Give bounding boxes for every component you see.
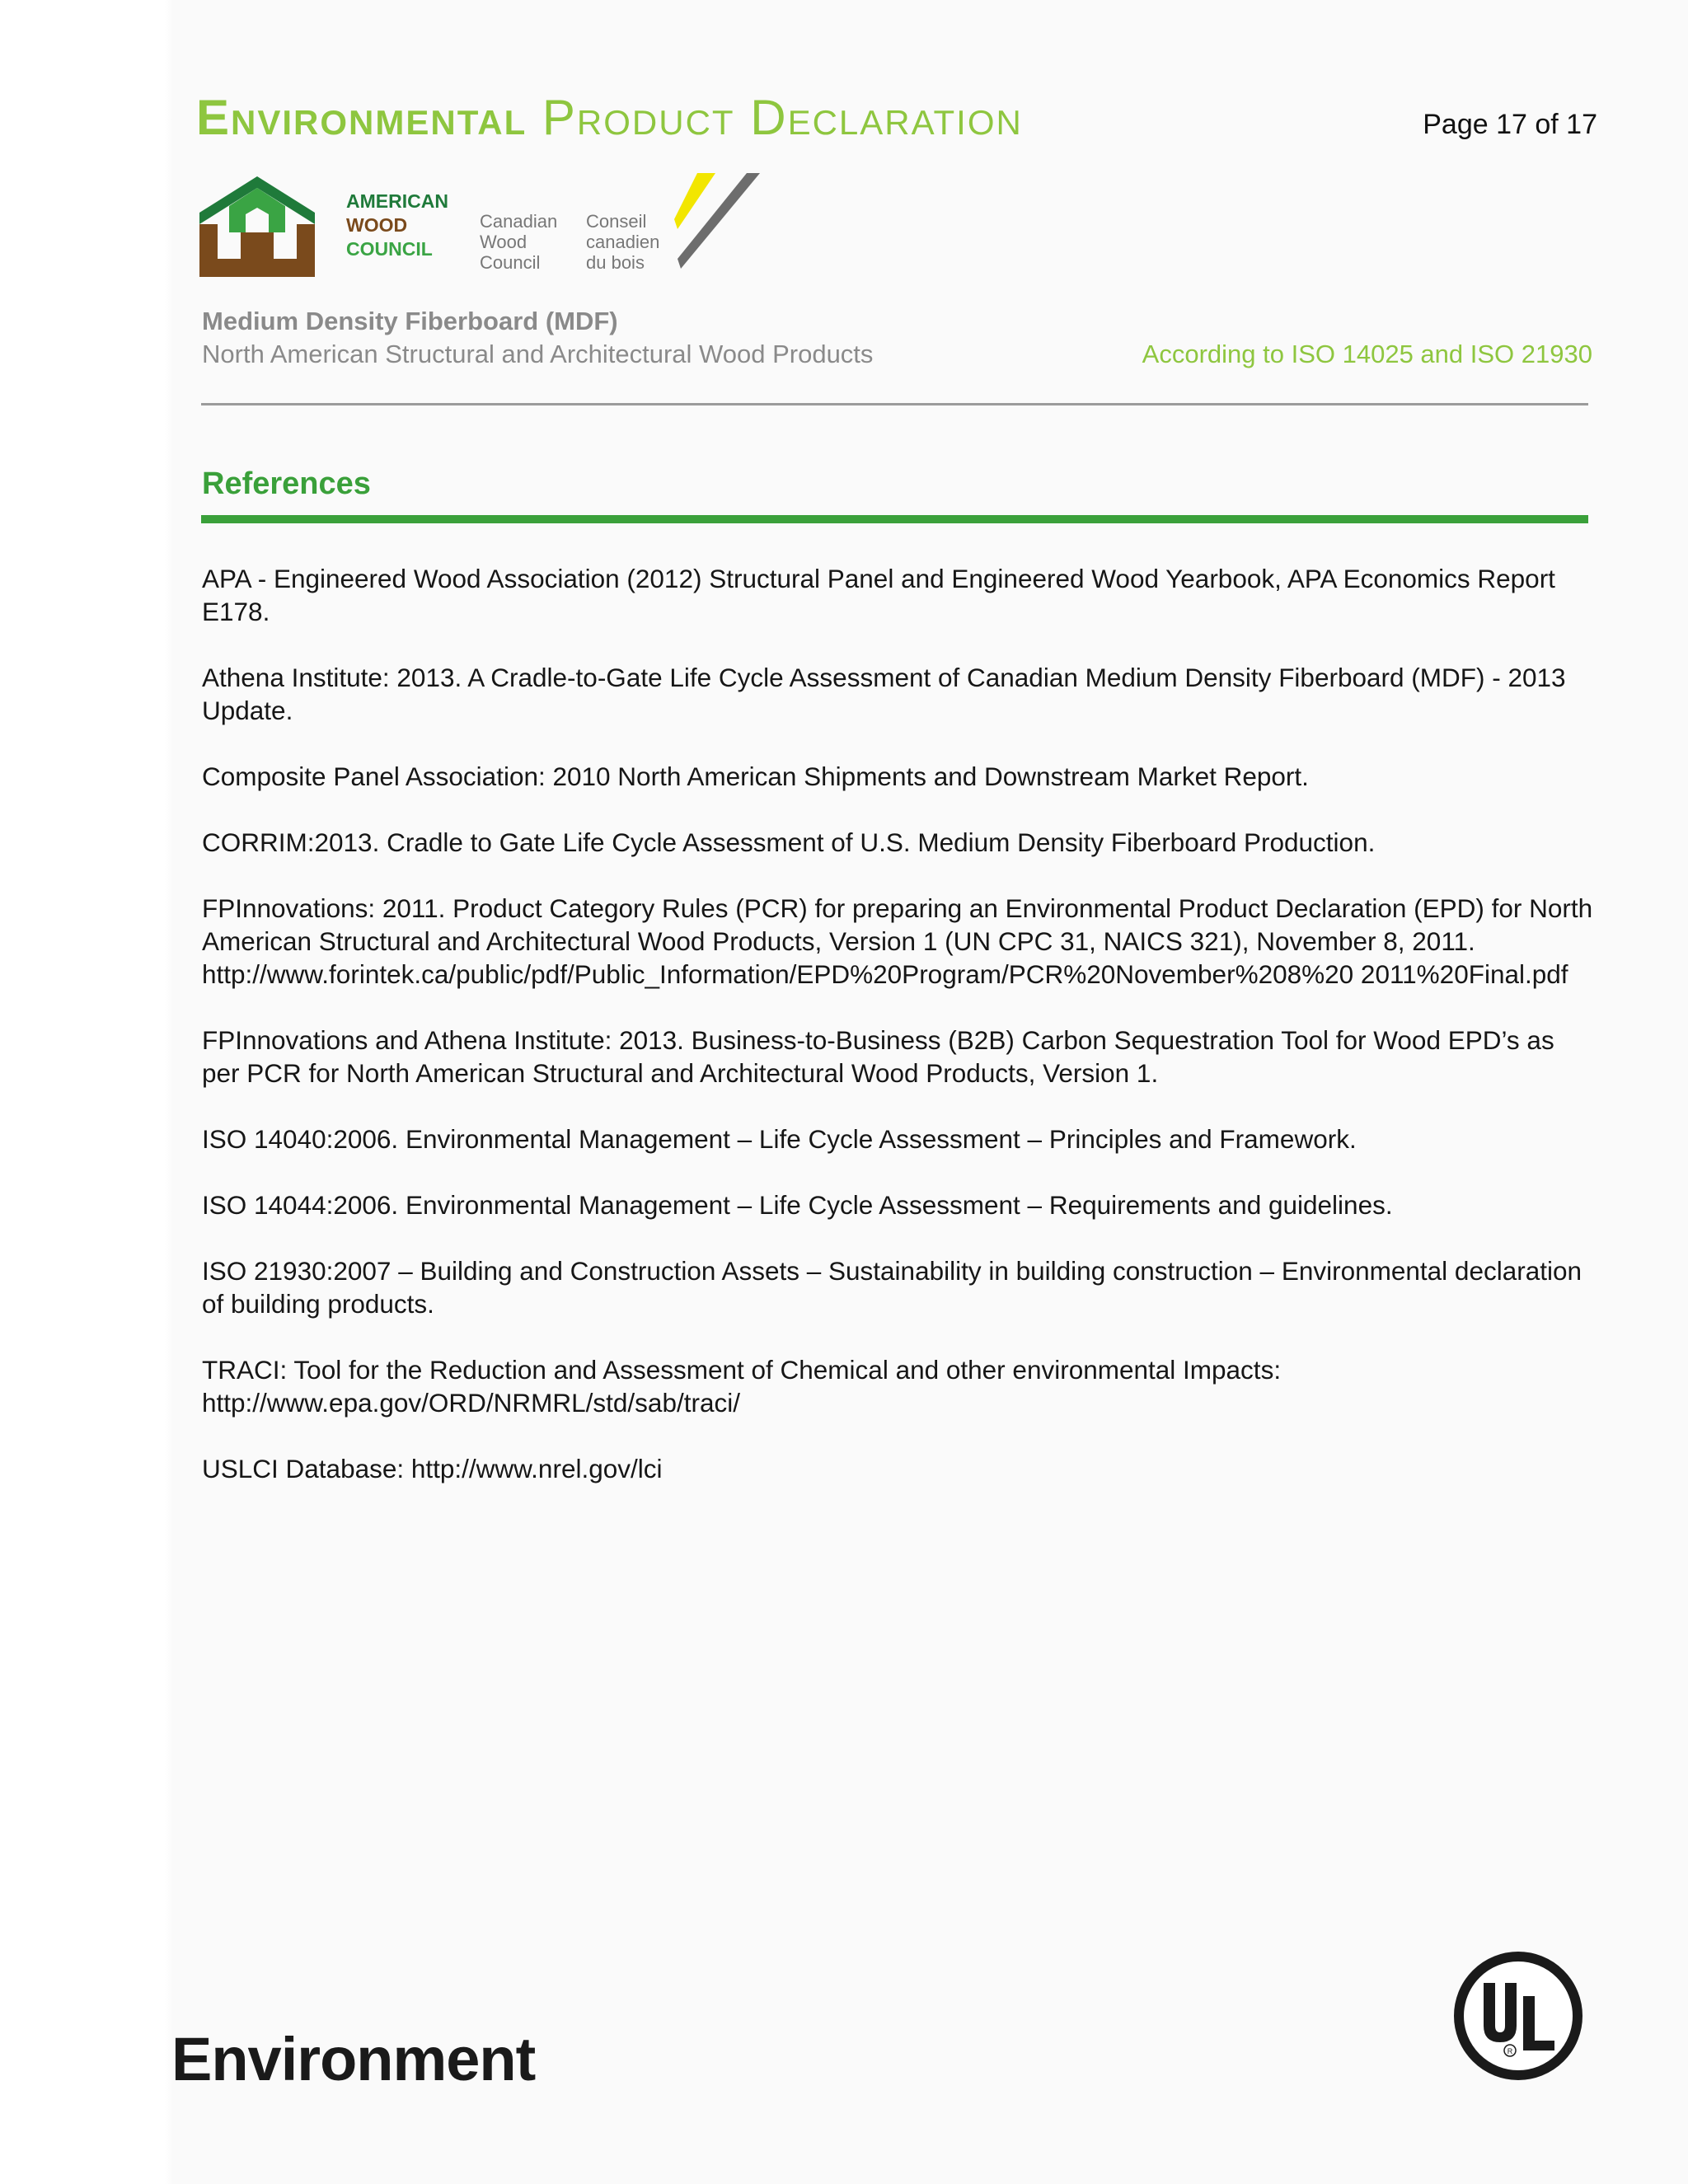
page-number: Page 17 of 17 [1423, 109, 1597, 140]
awc-line-1: AMERICAN [346, 190, 448, 212]
reference-item: ISO 21930:2007 – Building and Construction Assets – Sustainability in building construction – Environmental declaration of building products. [202, 1256, 1582, 1319]
product-title: Medium Density Fiberboard (MDF) [202, 307, 618, 335]
awc-line-3: COUNCIL [346, 238, 433, 260]
section-divider [201, 515, 1588, 523]
reference-item: APA - Engineered Wood Association (2012) Structural Panel and Engineered Wood Yearbook, APA Economics Report E178. [202, 564, 1555, 626]
reference-item: Athena Institute: 2013. A Cradle-to-Gate Life Cycle Assessment of Canadian Medium Density Fiberboard (MDF) - 2013 Update. [202, 663, 1566, 725]
cwc-fr-line-1: Conseil [586, 211, 647, 232]
reference-item: CORRIM:2013. Cradle to Gate Life Cycle Assessment of U.S. Medium Density Fiberboard Production. [202, 827, 1376, 857]
reference-item: Composite Panel Association: 2010 North American Shipments and Downstream Market Report. [202, 762, 1309, 791]
reference-item: ISO 14040:2006. Environmental Management – Life Cycle Assessment – Principles and Framework. [202, 1124, 1357, 1154]
cwc-fr-line-2: canadien [586, 232, 660, 252]
svg-text:R: R [1507, 2047, 1513, 2055]
footer-environment-label: Environment [171, 2025, 536, 2093]
awc-house-icon [199, 173, 315, 280]
header-divider [201, 403, 1588, 405]
reference-item: FPInnovations: 2011. Product Category Rules (PCR) for preparing an Environmental Product Declaration (EPD) for North American Structural and Architectural Wood Products, Version 1 (UN CPC 31, NAICS 321), November 8, 2011. http://www.forintek.ca/public/pdf/Public_Information/EPD%20Program/PCR%20November%208%20 2011%20Final.pdf [202, 893, 1593, 989]
cwc-en-line-2: Wood [480, 232, 528, 252]
reference-item: TRACI: Tool for the Reduction and Assessment of Chemical and other environmental Impacts: http://www.epa.gov/ORD/NRMRL/std/sab/traci/ [202, 1355, 1282, 1418]
awc-line-2: WOOD [346, 214, 408, 236]
reference-item: ISO 14044:2006. Environmental Management – Life Cycle Assessment – Requirements and guidelines. [202, 1190, 1393, 1220]
ul-certification-icon [1452, 1950, 1584, 2082]
reference-list [202, 562, 1595, 1518]
cwc-en-line-3: Council [480, 252, 541, 273]
reference-item: FPInnovations and Athena Institute: 2013. Business-to-Business (B2B) Carbon Sequestration Tool for Wood EPD’s as per PCR for North American Structural and Architectural Wood Products, Version 1. [202, 1025, 1554, 1088]
reference-item: USLCI Database: http://www.nrel.gov/lci [202, 1454, 663, 1483]
section-heading: References [202, 466, 371, 501]
awc-wordmark [346, 190, 448, 261]
document-title [196, 89, 1023, 146]
stripes-icon [674, 173, 765, 272]
cwc-fr-line-3: du bois [586, 252, 645, 273]
cwc-en-line-1: Canadian [480, 211, 558, 232]
document-title-light: Product Declaration [542, 90, 1023, 145]
cwc-english-wordmark [480, 211, 557, 273]
cwc-french-wordmark [586, 211, 659, 273]
document-title-bold: Environmental [196, 90, 528, 145]
product-subtitle: North American Structural and Architectural Wood Products [202, 340, 874, 368]
standard-note: According to ISO 14025 and ISO 21930 [1142, 340, 1592, 368]
